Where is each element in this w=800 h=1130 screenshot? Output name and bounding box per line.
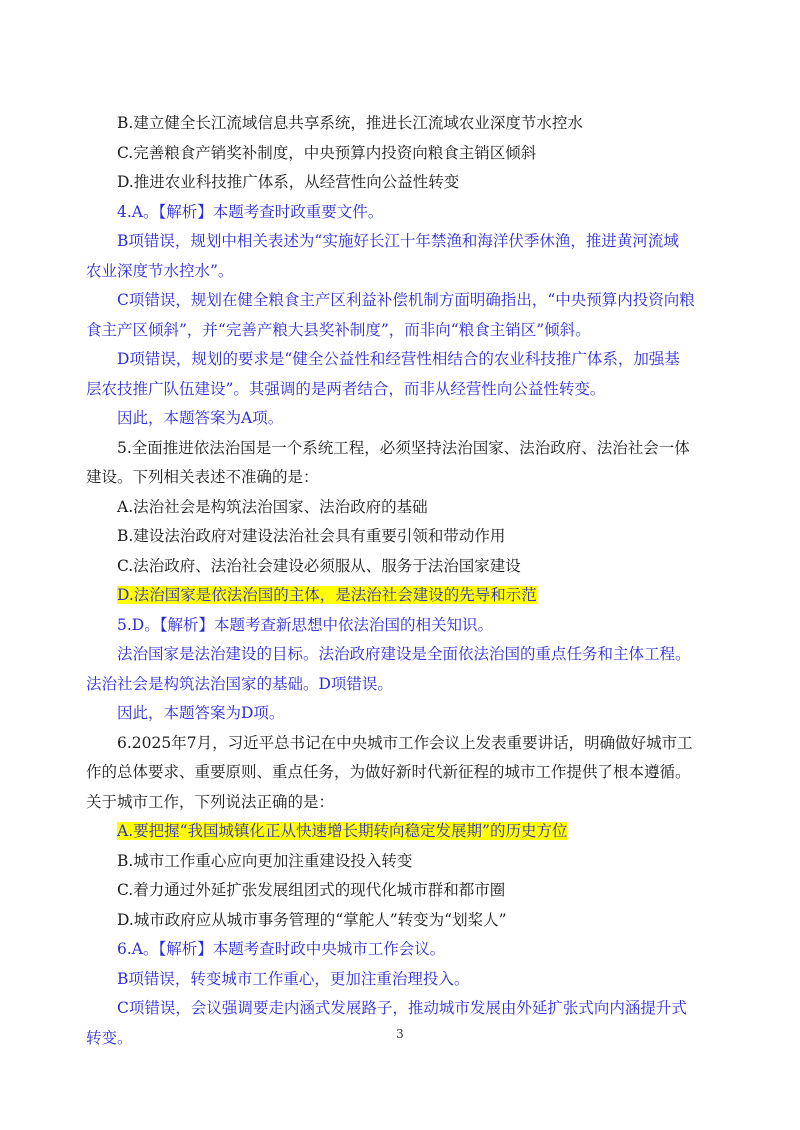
text-line-content: 4.A。【解析】本题考查时政重要文件。 — [117, 202, 384, 221]
text-line-content: 6.A。【解析】本题考查时政中央城市工作会议。 — [117, 940, 446, 958]
text-line — [86, 788, 714, 818]
page-number: 3 — [396, 1027, 404, 1041]
text-line-content: A.法治社会是构筑法治国家、法治政府的基础 — [117, 497, 428, 516]
text-line — [86, 139, 714, 169]
text-line-content: B.建立健全长江流域信息共享系统，推进长江流域农业深度节水控水 — [117, 114, 583, 132]
text-line-content: C项错误，规划在健全粮食主产区利益补偿机制方面明确指出，“中央预算内投资向粮 — [117, 291, 695, 309]
text-line-content: C.着力通过外延扩张发展组团式的现代化城市群和都市圈 — [117, 881, 506, 899]
text-line — [86, 286, 714, 316]
text-line — [86, 906, 714, 936]
text-line-content: 5.D。【解析】本题考查新思想中依法治国的相关知识。 — [117, 615, 493, 634]
text-line — [86, 404, 714, 434]
text-line-content: C.完善粮食产销奖补制度，中央预算内投资向粮食主销区倾斜 — [117, 143, 537, 162]
text-line-content: 作的总体要求、重要原则、重点任务，为做好新时代新征程的城市工作提供了根本遵循。 — [86, 763, 691, 781]
text-line — [86, 168, 714, 198]
text-line — [86, 227, 714, 257]
text-line-content: 关于城市工作，下列说法正确的是： — [86, 792, 335, 811]
text-line — [86, 965, 714, 995]
text-line-content: C.法治政府、法治社会建设必须服从、服务于法治国家建设 — [117, 556, 521, 575]
text-line-content: 食主产区倾斜”，并“完善产粮大县奖补制度”，而非向“粮食主销区”倾斜。 — [86, 320, 591, 339]
text-line-content: 法治社会是构筑法治国家的基础。D项错误。 — [86, 674, 393, 693]
text-line — [86, 198, 714, 228]
text-line — [86, 522, 714, 552]
text-line-content: B项错误，规划中相关表述为“实施好长江十年禁渔和海洋伏季休渔，推进黄河流域 — [117, 232, 679, 250]
text-line — [86, 729, 714, 759]
text-line-content: 农业深度节水控水”。 — [86, 261, 234, 280]
text-line-content: 5.全面推进依法治国是一个系统工程，必须坚持法治国家、法治政府、法治社会一体 — [117, 438, 690, 457]
text-line-content: B.建设法治政府对建设法治社会具有重要引领和带动作用 — [117, 527, 506, 545]
text-line-content: B项错误，转变城市工作重心，更加注重治理投入。 — [117, 969, 470, 988]
text-line-content: D.推进农业科技推广体系，从经营性向公益性转变 — [117, 173, 460, 191]
text-line — [86, 493, 714, 523]
text-line-content: 建设。下列相关表述不准确的是： — [86, 468, 319, 486]
text-line — [86, 876, 714, 906]
text-line — [86, 375, 714, 405]
text-line — [86, 434, 714, 464]
text-line-content: 转变。 — [86, 1028, 133, 1047]
text-line — [86, 670, 714, 700]
text-line — [86, 109, 714, 139]
text-line — [86, 316, 714, 346]
text-line — [86, 345, 714, 375]
text-line — [86, 552, 714, 582]
document-body — [86, 109, 714, 1053]
text-line — [86, 935, 714, 965]
text-line-content: D项错误，规划的要求是“健全公益性和经营性相结合的农业科技推广体系，加强基 — [117, 350, 680, 368]
text-line-content: 因此，本题答案为D项。 — [117, 704, 285, 722]
text-line-content: C项错误，会议强调要走内涵式发展路子，推动城市发展由外延扩张式向内涵提升式 — [117, 999, 687, 1017]
text-line-content: 法治国家是法治建设的目标。法治政府建设是全面依法治国的重点任务和主体工程。 — [117, 645, 691, 663]
text-line-content: 因此，本题答案为A项。 — [117, 409, 284, 427]
text-line — [86, 817, 714, 847]
text-line-content: 6.2025年7月，习近平总书记在中央城市工作会议上发表重要讲话，明确做好城市工 — [117, 733, 693, 752]
text-line — [86, 581, 714, 611]
text-line — [86, 611, 714, 641]
text-line — [86, 463, 714, 493]
text-line — [86, 640, 714, 670]
text-line — [86, 847, 714, 877]
text-line — [86, 699, 714, 729]
text-line-content: B.城市工作重心应向更加注重建设投入转变 — [117, 851, 413, 870]
text-line-content: D.法治国家是依法治国的主体，是法治社会建设的先导和示范 — [117, 586, 537, 604]
text-line — [86, 257, 714, 287]
text-line-content: 层农技推广队伍建设”。其强调的是两者结合，而非从经营性向公益性转变。 — [86, 379, 606, 398]
text-line — [86, 758, 714, 788]
text-line — [86, 994, 714, 1024]
text-line-content: D.城市政府应从城市事务管理的“掌舵人”转变为“划桨人” — [117, 910, 507, 929]
text-line-content: A.要把握“我国城镇化正从快速增长期转向稳定发展期”的历史方位 — [117, 822, 568, 840]
